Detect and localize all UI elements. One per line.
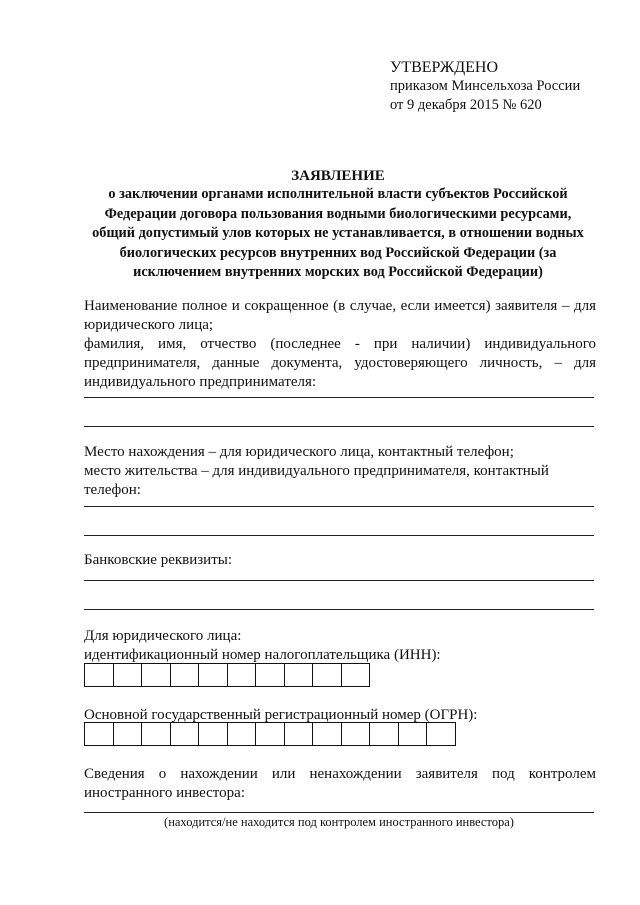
inn-digit-box[interactable] <box>312 663 342 687</box>
applicant-text-line: Наименование полное и сокращенное (в случае, если имеется) заявителя – для <box>84 298 596 314</box>
location-input-line[interactable] <box>84 506 594 507</box>
applicant-text-line: предпринимателя, данные документа, удостоверяющего личность, – для <box>84 355 596 371</box>
inn-digit-box[interactable] <box>255 663 285 687</box>
inn-digit-box[interactable] <box>227 663 257 687</box>
inn-digit-box[interactable] <box>113 663 143 687</box>
ogrn-label: Основной государственный регистрационный номер (ОГРН): <box>84 707 478 723</box>
applicant-text-line: юридического лица; <box>84 317 214 333</box>
inn-digit-box[interactable] <box>198 663 228 687</box>
applicant-section-text <box>84 297 596 392</box>
applicant-input-line[interactable] <box>84 397 594 398</box>
document-title-block <box>84 167 592 283</box>
ogrn-digit-box[interactable] <box>141 722 171 746</box>
approval-date: от 9 декабря 2015 № 620 <box>390 97 542 113</box>
ogrn-digit-box[interactable] <box>170 722 200 746</box>
location-input-line[interactable] <box>84 535 594 536</box>
bank-details-input-line[interactable] <box>84 580 594 581</box>
location-text-line: место жительства – для индивидуального предпринимателя, контактный <box>84 463 549 479</box>
approval-order: приказом Минсельхоза России <box>390 78 581 94</box>
investor-section-text <box>84 765 596 803</box>
ogrn-digit-box[interactable] <box>84 722 114 746</box>
ogrn-digit-box[interactable] <box>312 722 342 746</box>
inn-digit-box[interactable] <box>141 663 171 687</box>
location-text-line: телефон: <box>84 482 141 498</box>
location-section-text <box>84 443 596 500</box>
investor-text-line: иностранного инвестора: <box>84 785 245 801</box>
inn-digit-box[interactable] <box>341 663 371 687</box>
ogrn-digit-box[interactable] <box>341 722 371 746</box>
ogrn-digit-box[interactable] <box>255 722 285 746</box>
document-subtitle-line-4: биологических ресурсов внутренних вод Российской Федерации (за <box>119 244 557 261</box>
document-subtitle-line-3: общий допустимый улов которых не устанавливается, в отношении водных <box>92 225 584 241</box>
document-subtitle-line-1: о заключении органами исполнительной власти субъектов Российской <box>108 186 568 202</box>
bank-details-input-line[interactable] <box>84 609 594 610</box>
location-text-line: Место нахождения – для юридического лица, контактный телефон; <box>84 444 514 460</box>
legal-entity-label: Для юридического лица: <box>84 628 242 644</box>
inn-digit-box[interactable] <box>284 663 314 687</box>
applicant-text-line: фамилия, имя, отчество (последнее - при наличии) индивидуального <box>84 336 596 352</box>
document-subtitle-line-5: исключением внутренних морских вод Российской Федерации) <box>133 264 543 280</box>
ogrn-digit-box[interactable] <box>284 722 314 746</box>
document-title: ЗАЯВЛЕНИЕ <box>291 168 385 184</box>
bank-details-label: Банковские реквизиты: <box>84 552 233 568</box>
inn-boxes <box>84 663 370 687</box>
ogrn-digit-box[interactable] <box>369 722 399 746</box>
ogrn-digit-box[interactable] <box>113 722 143 746</box>
applicant-text-line: индивидуального предпринимателя: <box>84 374 317 390</box>
ogrn-digit-box[interactable] <box>426 722 456 746</box>
approval-title: УТВЕРЖДЕНО <box>390 59 499 76</box>
investor-text-line: Сведения о нахождении или ненахождении заявителя под контролем <box>84 766 596 782</box>
inn-label: идентификационный номер налогоплательщика (ИНН): <box>84 647 441 663</box>
document-subtitle-line-2: Федерации договора пользования водными биологическими ресурсами, <box>104 205 572 222</box>
inn-digit-box[interactable] <box>170 663 200 687</box>
investor-input-line[interactable] <box>84 812 594 813</box>
ogrn-digit-box[interactable] <box>198 722 228 746</box>
investor-caption: (находится/не находится под контролем иностранного инвестора) <box>164 815 514 829</box>
ogrn-boxes <box>84 722 456 746</box>
ogrn-digit-box[interactable] <box>227 722 257 746</box>
approval-block <box>390 58 580 115</box>
ogrn-digit-box[interactable] <box>398 722 428 746</box>
applicant-input-line[interactable] <box>84 426 594 427</box>
inn-digit-box[interactable] <box>84 663 114 687</box>
